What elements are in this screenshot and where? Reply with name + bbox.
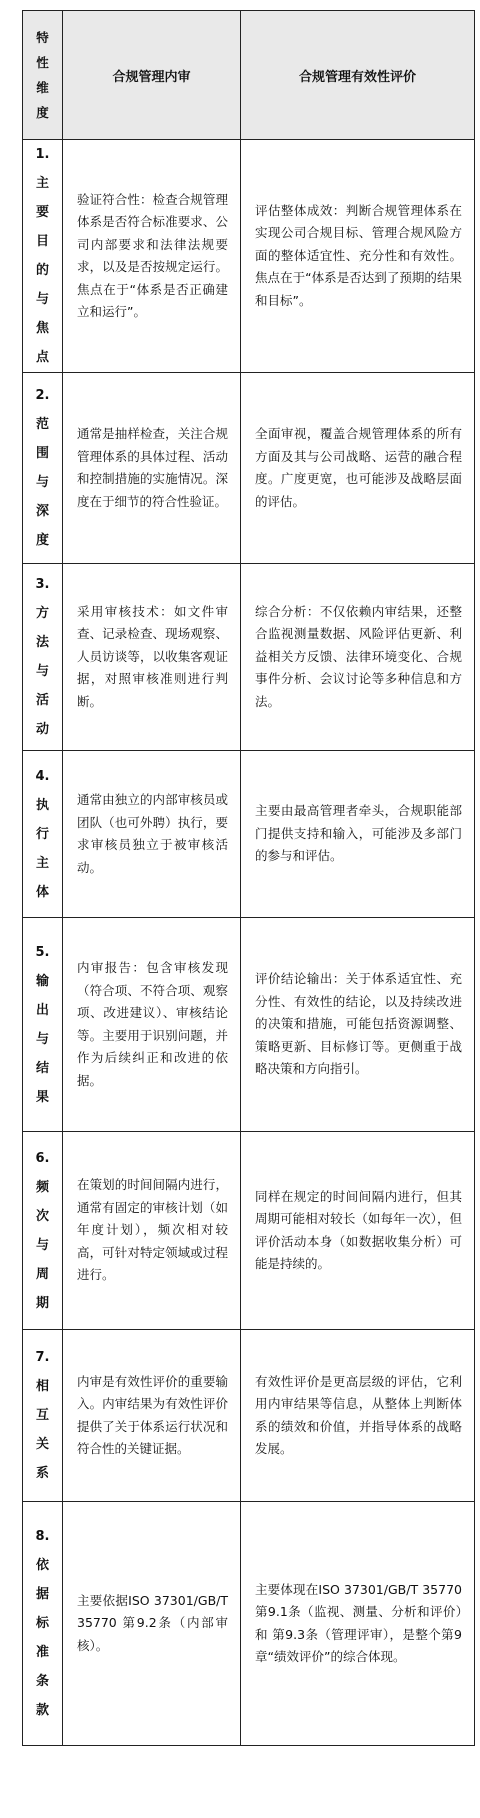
internal-audit-cell: 在策划的时间间隔内进行，通常有固定的审核计划（如年度计划），频次相对较高，可针对特定领域或过程进行。 xyxy=(63,1132,241,1330)
internal-audit-cell: 验证符合性：检查合规管理体系是否符合标准要求、公司内部要求和法律法规要求，以及是否按规定运行。焦点在于“体系是否正确建立和运行”。 xyxy=(63,140,241,373)
internal-audit-cell: 主要依据ISO 37301/GB/T 35770 第9.2条（内部审核）。 xyxy=(63,1502,241,1746)
effectiveness-cell: 主要由最高管理者牵头，合规职能部门提供支持和输入，可能涉及多部门的参与和评估。 xyxy=(241,751,475,918)
effectiveness-cell: 评价结论输出：关于体系适宜性、充分性、有效性的结论，以及持续改进的决策和措施，可能包括资源调整、策略更新、目标修订等。更侧重于战略决策和方向指引。 xyxy=(241,918,475,1132)
internal-audit-cell: 内审报告：包含审核发现（符合项、不符合项、观察项、改进建议）、审核结论等。主要用于识别问题，并作为后续纠正和改进的依据。 xyxy=(63,918,241,1132)
comparison-table xyxy=(22,10,475,1746)
row-dimension: 2. 范 围 与 深 度 xyxy=(23,373,63,564)
table-row xyxy=(23,1502,475,1746)
header-internal-audit: 合规管理内审 xyxy=(63,11,241,140)
table-header-row xyxy=(23,11,475,140)
internal-audit-cell: 采用审核技术：如文件审查、记录检查、现场观察、人员访谈等，以收集客观证据，对照审核准则进行判断。 xyxy=(63,564,241,751)
table-row xyxy=(23,1132,475,1330)
table-row xyxy=(23,373,475,564)
table-row xyxy=(23,564,475,751)
row-dimension: 4. 执 行 主 体 xyxy=(23,751,63,918)
row-dimension: 3. 方 法 与 活 动 xyxy=(23,564,63,751)
row-dimension: 1. 主 要 目 的 与 焦 点 xyxy=(23,140,63,373)
row-dimension: 7. 相 互 关 系 xyxy=(23,1330,63,1502)
header-dimension: 特 性 维 度 xyxy=(23,11,63,140)
effectiveness-cell: 全面审视，覆盖合规管理体系的所有方面及其与公司战略、运营的融合程度。广度更宽，也可能涉及战略层面的评估。 xyxy=(241,373,475,564)
effectiveness-cell: 综合分析：不仅依赖内审结果，还整合监视测量数据、风险评估更新、利益相关方反馈、法律环境变化、合规事件分析、会议讨论等多种信息和方法。 xyxy=(241,564,475,751)
internal-audit-cell: 内审是有效性评价的重要输入。内审结果为有效性评价提供了关于体系运行状况和符合性的关键证据。 xyxy=(63,1330,241,1502)
table-row xyxy=(23,140,475,373)
row-dimension: 8. 依 据 标 准 条 款 xyxy=(23,1502,63,1746)
effectiveness-cell: 有效性评价是更高层级的评估，它利用内审结果等信息，从整体上判断体系的绩效和价值，并指导体系的战略发展。 xyxy=(241,1330,475,1502)
effectiveness-cell: 主要体现在ISO 37301/GB/T 35770 第9.1条（监视、测量、分析和评价）和 第9.3条（管理评审），是整个第9章“绩效评价”的综合体现。 xyxy=(241,1502,475,1746)
table-row xyxy=(23,918,475,1132)
table-row xyxy=(23,751,475,918)
effectiveness-cell: 同样在规定的时间间隔内进行，但其周期可能相对较长（如每年一次），但评价活动本身（如数据收集分析）可能是持续的。 xyxy=(241,1132,475,1330)
effectiveness-cell: 评估整体成效：判断合规管理体系在实现公司合规目标、管理合规风险方面的整体适宜性、充分性和有效性。焦点在于“体系是否达到了预期的结果和目标”。 xyxy=(241,140,475,373)
internal-audit-cell: 通常由独立的内部审核员或团队（也可外聘）执行，要求审核员独立于被审核活动。 xyxy=(63,751,241,918)
internal-audit-cell: 通常是抽样检查，关注合规管理体系的具体过程、活动和控制措施的实施情况。深度在于细节的符合性验证。 xyxy=(63,373,241,564)
row-dimension: 6. 频 次 与 周 期 xyxy=(23,1132,63,1330)
header-effectiveness: 合规管理有效性评价 xyxy=(241,11,475,140)
table-row xyxy=(23,1330,475,1502)
row-dimension: 5. 输 出 与 结 果 xyxy=(23,918,63,1132)
